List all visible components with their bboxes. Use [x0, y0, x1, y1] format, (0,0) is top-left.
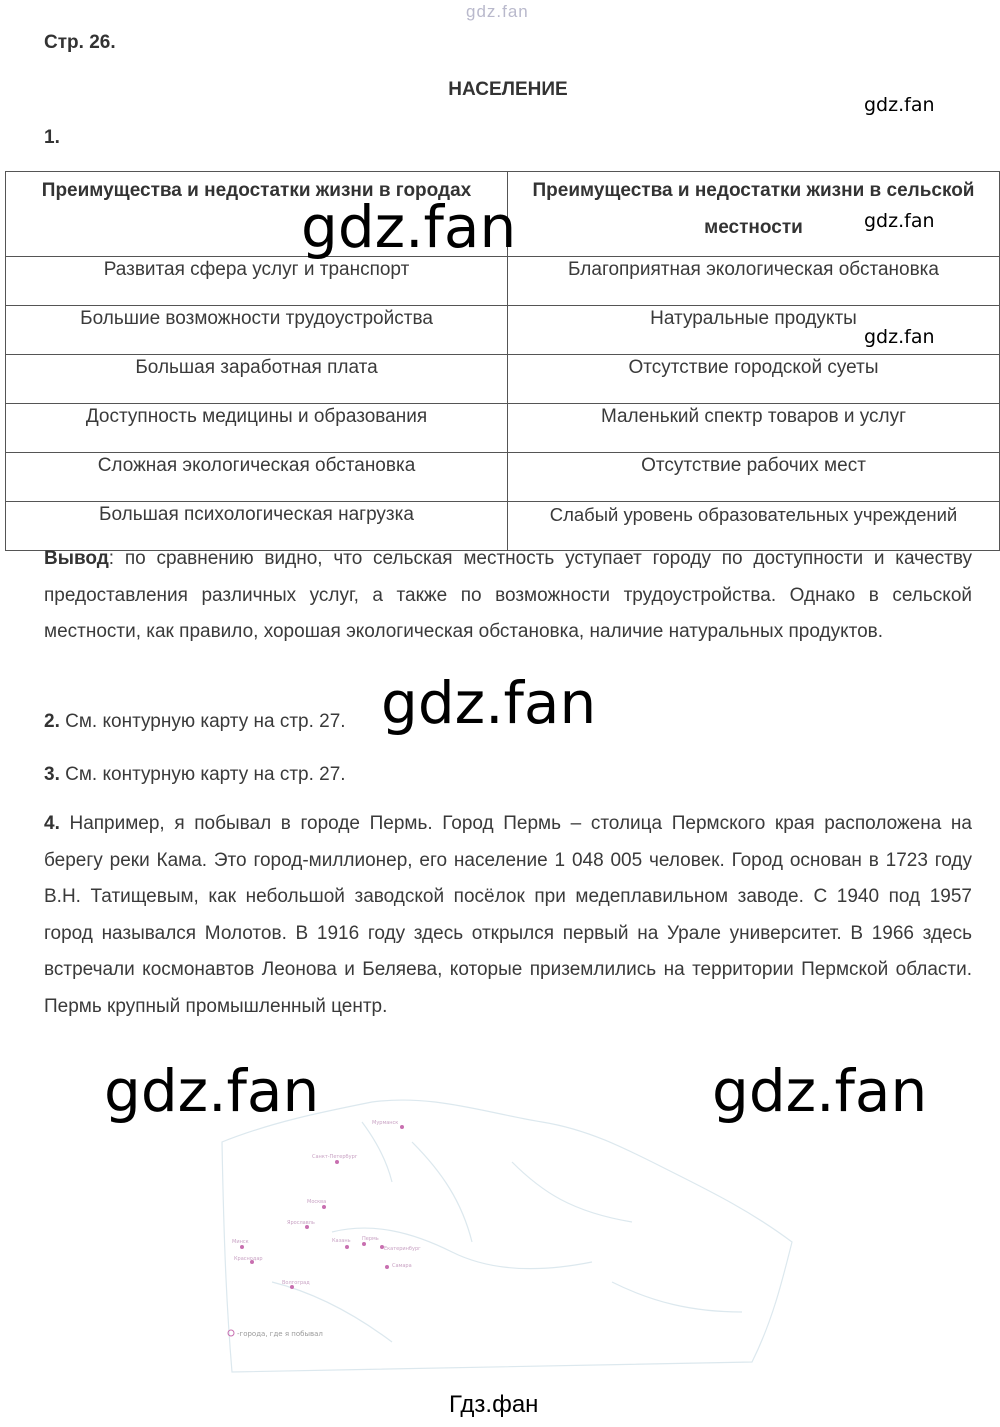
watermark: gdz.fan: [104, 1057, 320, 1125]
page-number: Стр. 26.: [44, 32, 116, 53]
task-4-number: 4.: [44, 813, 60, 834]
map-city-labels: [232, 1120, 421, 1286]
city-marker: [345, 1245, 349, 1249]
watermark: gdz.fan: [381, 669, 597, 737]
city-marker: [400, 1125, 404, 1129]
city-marker: [385, 1265, 389, 1269]
map-city-label: Краснодар: [234, 1256, 263, 1262]
table-cell: Отсутствие городской суеты: [508, 355, 1000, 404]
map-legend: -города, где я побывал: [237, 1330, 323, 1338]
conclusion-label: Вывод: [44, 548, 109, 569]
table-cell: Большая психологическая нагрузка: [6, 502, 508, 551]
table-cell: Доступность медицины и образования: [6, 404, 508, 453]
city-marker: [322, 1205, 326, 1209]
map-city-label: Москва: [307, 1199, 327, 1205]
city-marker: [335, 1160, 339, 1164]
task-1-number: 1.: [44, 127, 60, 148]
task-3-text: См. контурную карту на стр. 27.: [59, 764, 346, 785]
task-4-text: Например, я побывал в городе Пермь. Город Пермь – столица Пермского края расположена на берегу реки Кама. Это город-миллионер, его население 1 048 005 человек. Город основан в 1723 году В.Н. Татищевым, как небольшой заводской посёлок при медеплавильном заводе. С 1940 под 1957 город назывался Молотов. В 1916 году здесь открылся первый на Урале университет. В 1966 здесь встречали космонавтов Леонова и Беляева, которые приземлились на территории Пермской области. Пермь крупный промышленный центр.: [44, 813, 972, 1017]
task-3-number: 3.: [44, 764, 60, 785]
contour-map: [212, 1082, 802, 1392]
table-cell: Слабый уровень образовательных учреждений: [508, 502, 1000, 551]
table-row: [6, 404, 1000, 453]
table-cell: Развитая сфера услуг и транспорт: [6, 257, 508, 306]
watermark-top: gdz.fan: [466, 2, 529, 21]
map-city-label: Мурманск: [372, 1120, 399, 1126]
map-city-label: Самара: [392, 1263, 412, 1269]
table-row: [6, 355, 1000, 404]
watermark: gdz.fan: [712, 1057, 928, 1125]
table-cell: Большая заработная плата: [6, 355, 508, 404]
task-2-text: См. контурную карту на стр. 27.: [59, 711, 346, 732]
footer-watermark: Гдз.фан: [449, 1391, 539, 1418]
table-cell: Сложная экологическая обстановка: [6, 453, 508, 502]
map-city-label: Казань: [332, 1238, 351, 1244]
table-header-rural: Преимущества и недостатки жизни в сельской местности: [508, 172, 1000, 257]
table-cell: Большие возможности трудоустройства: [6, 306, 508, 355]
watermark: gdz.fan: [864, 210, 935, 232]
conclusion-paragraph: [44, 541, 972, 651]
task-3: [44, 757, 972, 794]
map-city-label: Волгоград: [282, 1280, 310, 1286]
task-4: [44, 806, 972, 1026]
table-cell: Отсутствие рабочих мест: [508, 453, 1000, 502]
task-2-number: 2.: [44, 711, 60, 732]
city-marker: [362, 1242, 366, 1246]
table-cell: Натуральные продукты: [508, 306, 1000, 355]
table-row: [6, 257, 1000, 306]
watermark: gdz.fan: [301, 193, 517, 261]
table-row: [6, 306, 1000, 355]
table-row: [6, 453, 1000, 502]
map-city-label: Ярославль: [287, 1220, 315, 1226]
conclusion-text: : по сравнению видно, что сельская местность уступает городу по доступности и качеству предоставления различных услуг, а также по возможности трудоустройства. Однако в сельской местности, как правило, хорошая экологическая обстановка, наличие натуральных продуктов.: [44, 548, 972, 643]
table-cell: Маленький спектр товаров и услуг: [508, 404, 1000, 453]
map-city-label: Санкт-Петербург: [312, 1154, 358, 1160]
table-cell: Благоприятная экологическая обстановка: [508, 257, 1000, 306]
map-city-label: Пермь: [362, 1236, 379, 1242]
city-marker: [240, 1245, 244, 1249]
map-city-label: Минск: [232, 1239, 249, 1245]
map-city-label: Екатеринбург: [384, 1246, 421, 1252]
watermark: gdz.fan: [864, 326, 935, 348]
section-title: НАСЕЛЕНИЕ: [448, 79, 568, 100]
watermark: gdz.fan: [864, 94, 935, 116]
table-header-city: Преимущества и недостатки жизни в городах: [6, 172, 508, 257]
